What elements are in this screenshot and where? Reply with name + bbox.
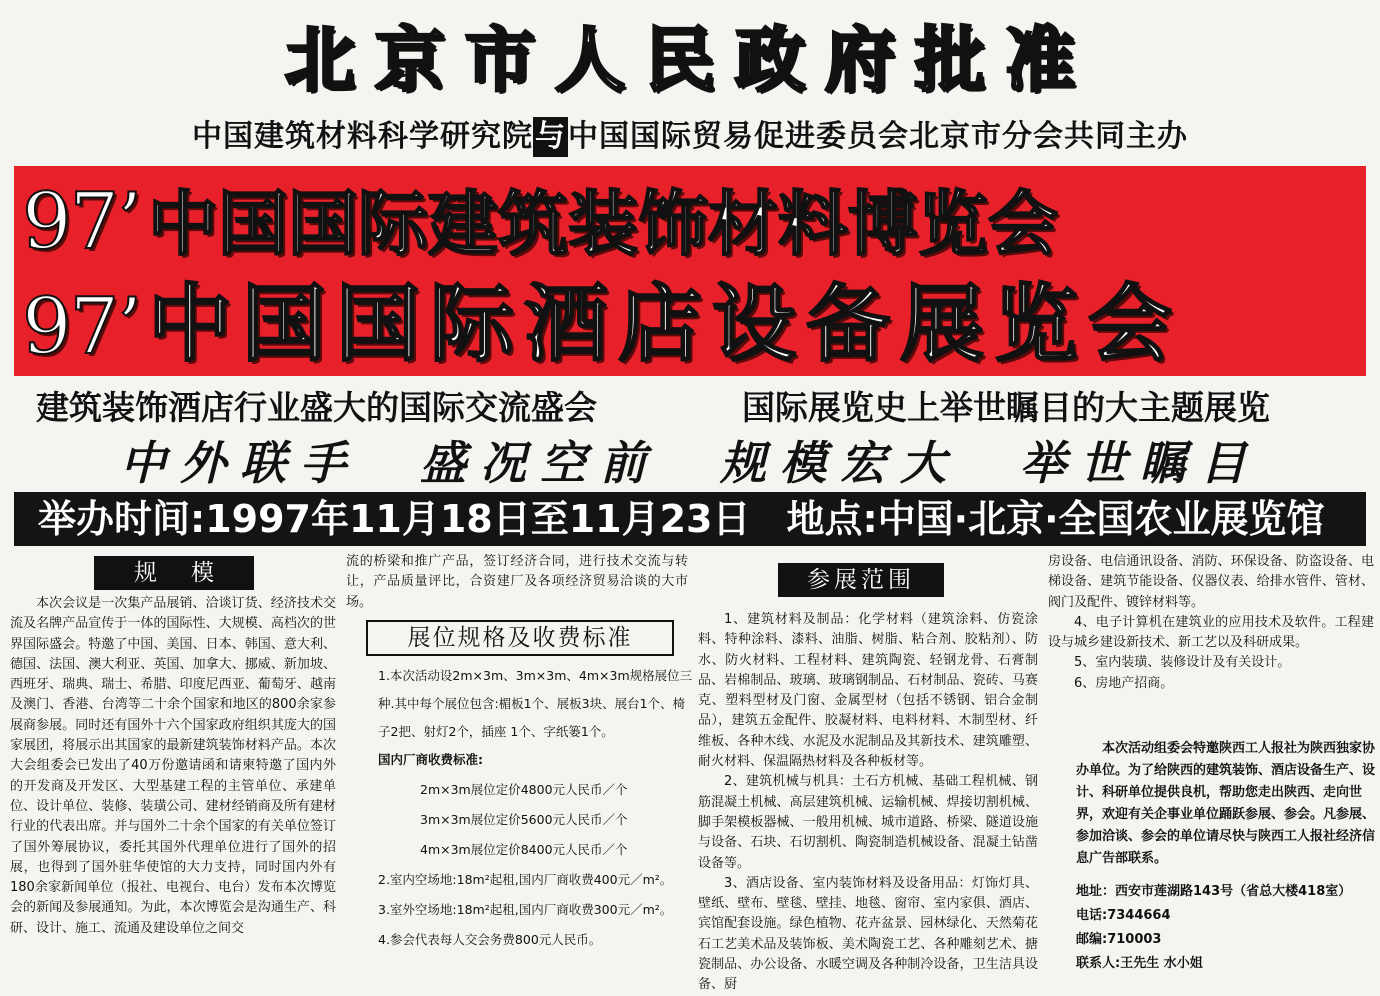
fees-item-1: 1.本次活动设2m×3m、3m×3m、4m×3m规格展位三种.其中每个展位包含:楣板1个、展板3块、展台1个、椅子2把、射灯2个，插座 1个、字纸篓1个。	[378, 668, 693, 739]
expo-name-2: 中国国际酒店设备展览会	[148, 275, 1183, 373]
scope-item-4: 4、电子计算机在建筑业的应用技术及软件。工程建设与城乡建设新技术、新工艺以及科研成果。	[1048, 614, 1374, 651]
fees-price-1: 2m×3m展位定价4800元人民币／个	[420, 782, 628, 798]
expo-title-1	[22, 172, 1058, 274]
co-organizer-notice	[1076, 738, 1376, 870]
scope-list	[698, 610, 1038, 996]
approval-title: 北京市人民政府批准	[285, 19, 1095, 101]
calligraphy-slogan: 中外联手 盛况空前 规模宏大 举世瞩目	[119, 436, 1261, 490]
expo-year-1: 97’	[22, 177, 141, 267]
scope-item-3-cont: 房设备、电信通讯设备、消防、环保设备、防盗设备、电梯设备、建筑节能设备、仪器仪表、给排水管件、管材、阀门及配件、镀锌材料等。	[1048, 554, 1374, 610]
section-heading-scope: 参展范围	[778, 563, 944, 597]
scale-paragraph: 本次会议是一次集产品展销、洽谈订货、经济技术交流及名牌产品宣传于一体的国际性、大规模、高档次的世界国际盛会。特邀了中国、美国、日本、韩国、意大利、德国、法国、澳大利亚、英国、加拿大、挪威、新加坡、西班牙、瑞典、瑞士、希腊、印度尼西亚、葡萄牙、越南及澳门、香港、台湾等二十余个国家和地区的800余家参展商参展。同时还有国外十六个国家政府组织其庞大的国家展团，将展示出其国家的最新建筑装饰材料产品。本次大会组委会已发出了40万份邀请函和请柬特邀了国内外的开发商及开发区、大型基建工程的主管单位、承建单位、设计单位、装修、装璜公司、建材经销商及所有建材行业的代表出席。并与国外二十余个国家的有关单位签订了国外筹展协议，委托其国外代理单位进行了国外的招展，也得到了国外驻华使馆的大力支持，同时国内外有180余家新闻单位（报社、电视台、电台）发布本次博览会的新闻及参展通知。为此，本次博览会是沟通生产、科研、设计、施工、流通及建设单位之间交	[10, 596, 336, 936]
fees-price-3: 4m×3m展位定价8400元人民币／个	[420, 842, 628, 858]
scope-item-5: 5、室内装璜、装修设计及有关设计。	[1074, 655, 1291, 671]
schedule-time: 举办时间:1997年11月18日至11月23日	[38, 497, 751, 541]
fees-item-2: 2.室内空场地:18m²起租,国内厂商收费400元／m²。	[378, 872, 673, 888]
section-heading-booth-fees: 展位规格及收费标准	[366, 620, 674, 656]
slogan-left: 建筑装饰酒店行业盛大的国际交流盛会	[36, 388, 597, 427]
notice-paragraph: 本次活动组委会特邀陕西工人报社为陕西独家协办单位。为了给陕西的建筑装饰、酒店设备生产、设计、科研单位提供良机，帮助您走出陕西、走向世界，欢迎有关企事业单位踊跃参展、参会。凡参展、参加洽谈、参会的单位请尽快与陕西工人报社经济信息广告部联系。	[1076, 741, 1376, 866]
scale-paragraph-cont: 流的桥梁和推广产品，签订经济合同，进行技术交流与转让，产品质量评比，合资建厂及各项经济贸易洽谈的大市场。	[346, 554, 688, 610]
section-heading-scale: 规模	[94, 556, 254, 590]
scope-item-6: 6、房地产招商。	[1074, 675, 1174, 691]
fees-domestic-label: 国内厂商收费标准:	[378, 752, 483, 768]
organizer-right: 中国国际贸易促进委员会北京市分会共同主办	[568, 119, 1188, 154]
booth-fees-list	[378, 662, 694, 955]
scope-item-2: 2、建筑机械与机具：土石方机械、基础工程机械、钢筋混凝土机械、高层建筑机械、运输机械、焊接切割机械、脚手架模板器械、一般用机械、城市道路、桥梁、隧道设施与设备、石块、石切割机、陶瓷制造机械设备、混凝土钻凿设备等。	[698, 774, 1038, 871]
contact-address: 地址：西安市莲湖路143号（省总大楼418室）	[1076, 884, 1352, 899]
scale-continuation	[346, 552, 688, 613]
contact-info	[1076, 880, 1376, 976]
fees-item-4: 4.参会代表每人交会务费800元人民币。	[378, 932, 602, 948]
scope-item-3: 3、酒店设备、室内装饰材料及设备用品：灯饰灯具、壁纸、壁布、壁毯、壁挂、地毯、窗帘、室内家俱、酒店、宾馆配套设施。绿色植物、花卉盆景、园林绿化、天然菊花石工艺美术品及装饰板、美术陶瓷工艺、各种雕刻艺术、搪瓷制品、办公设备、水暖空调及各种制冷设备，卫生洁具设备、厨	[698, 875, 1038, 993]
expo-title-2	[22, 274, 1182, 377]
fees-item-3: 3.室外空场地:18m²起租,国内厂商收费300元／m²。	[378, 902, 673, 918]
expo-name-1: 中国国际建筑装饰材料博览会	[148, 183, 1059, 265]
contact-phone: 电话:7344664	[1076, 908, 1171, 923]
scale-article	[10, 594, 336, 939]
organizers-line	[0, 117, 1380, 157]
organizer-connector: 与	[533, 117, 568, 157]
organizer-left: 中国建筑材料科学研究院	[192, 119, 533, 154]
schedule-bar	[14, 492, 1366, 546]
expo-year-2: 97’	[22, 282, 141, 372]
fees-price-2: 3m×3m展位定价5600元人民币／个	[420, 812, 628, 828]
scope-list-cont	[1048, 552, 1374, 694]
schedule-place: 地点:中国·北京·全国农业展览馆	[786, 497, 1325, 541]
scope-item-1: 1、建筑材料及制品：化学材料（建筑涂料、仿瓷涂料、特种涂料、漆料、油脂、树脂、粘合剂、胶粘剂）、防水、防火材料、工程材料、建筑陶瓷、轻钢龙骨、石膏制品、岩棉制品、玻璃、玻璃钢制品、石材制品、瓷砖、马赛克、塑料型材及门窗、金属型材（包括不锈钢、铝合金制品），建筑五金配件、胶凝材料、电料材料、木制型材、纤维板、各种木线、水泥及水泥制品及其新技术、建筑雕塑、耐火材料、保温隔热材料及各种板材等。	[698, 612, 1038, 770]
contact-postcode: 邮编:710003	[1076, 932, 1162, 947]
contact-person: 联系人:王先生 水小姐	[1076, 956, 1203, 971]
slogan-right: 国际展览史上举世瞩目的大主题展览	[742, 388, 1270, 427]
